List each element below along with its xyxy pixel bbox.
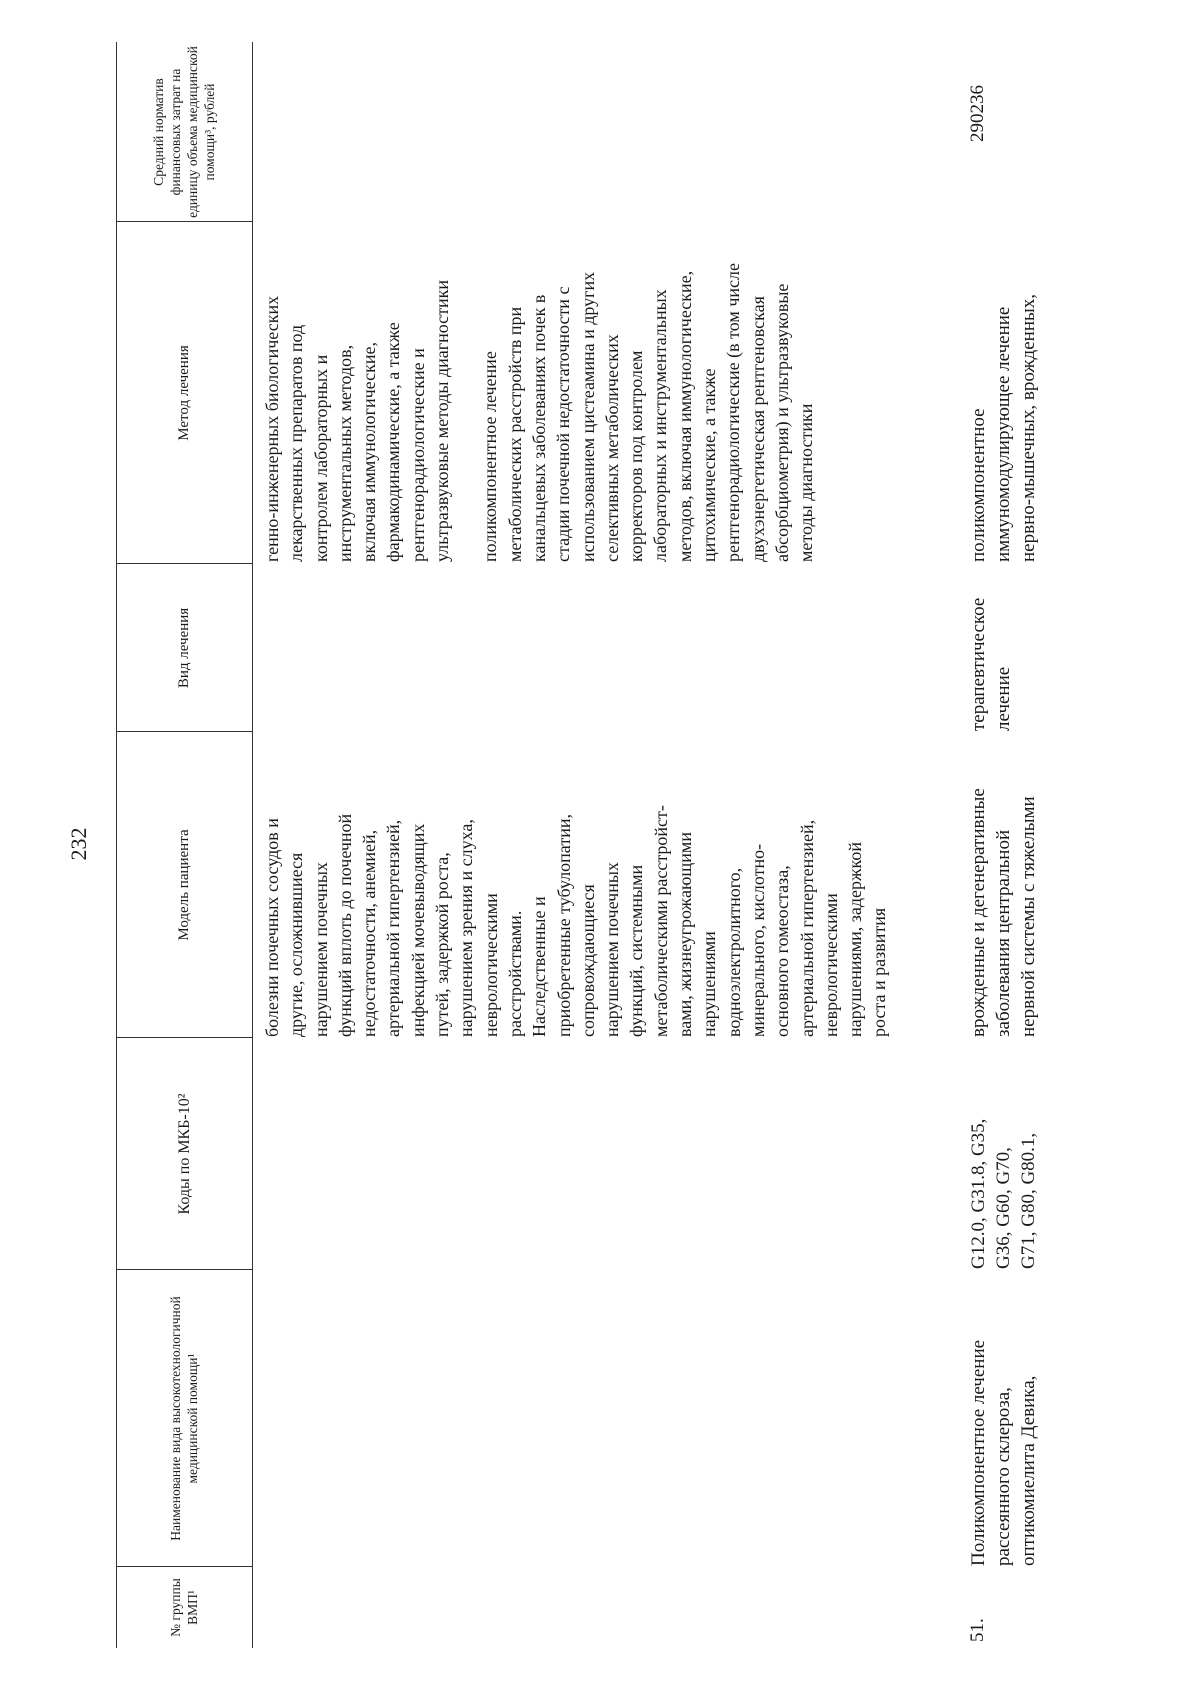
method-line: лабораторных и инструментальных <box>650 289 671 562</box>
model-line: метаболическими расстройст- <box>650 805 671 1037</box>
model-line: неврологическими <box>820 893 841 1037</box>
model-line: нарушениями <box>699 931 720 1037</box>
header-group-no-text: № группы ВМП¹ <box>168 1578 200 1637</box>
method-line: методы диагностики <box>796 403 817 562</box>
model-line: другие, осложнившиеся <box>286 852 307 1037</box>
model-line: нарушением зрения и слуха, <box>456 819 477 1037</box>
model-line: нарушением почечных <box>602 862 623 1037</box>
model-line: функций, системными <box>626 864 647 1037</box>
method-line: абсорбциометрия) и ультразвуковые <box>771 283 792 562</box>
method-line: канальцевых заболеваниях почек в <box>528 294 549 562</box>
model-line: вами, жизнеугрожающими <box>675 832 696 1037</box>
page-number: 232 <box>66 827 91 861</box>
kind-line: терапевтическое <box>968 597 989 731</box>
codes-line: G12.0, G31.8, G35, <box>968 1118 989 1269</box>
model-line: функций вплоть до почечной <box>334 813 355 1037</box>
row51-group-no <box>966 1618 990 1642</box>
method-line: поликомпонентное лечение <box>480 351 501 562</box>
header-codes <box>116 1038 252 1270</box>
header-model-text: Модель пациента <box>175 829 192 941</box>
row51-method-cell <box>966 294 1041 562</box>
name-line: оптикомиелита Девика, <box>1018 1375 1039 1566</box>
model-line: заболевания центральной <box>993 829 1014 1037</box>
model-line: нарушениями, задержкой <box>845 842 866 1037</box>
name-line: рассеянного склероза, <box>993 1387 1014 1566</box>
header-cost-text: Средний норматив финансовых затрат на единицу объема медицинской помощи³, рублей <box>151 46 217 218</box>
model-line: приобретенные тубулопатии, <box>553 814 574 1037</box>
method-line: стадии почечной недостаточности с <box>553 286 574 562</box>
model-line: артериальной гипертензией, <box>383 819 404 1037</box>
method-line: инструментальных методов, <box>334 344 355 562</box>
model-line: болезни почечных сосудов и <box>262 818 282 1037</box>
header-kind-text: Вид лечения <box>175 607 192 689</box>
model-line: путей, задержкой роста, <box>432 852 453 1037</box>
model-line: неврологическими <box>480 893 501 1037</box>
model-line: инфекцией мочевыводящих <box>407 823 428 1037</box>
model-line: нарушением почечных <box>310 862 331 1037</box>
model-line: основного гомеостаза, <box>772 865 793 1037</box>
model-line: Наследственные и <box>529 896 550 1037</box>
paragraph-gap <box>454 263 478 562</box>
method-line: генно-инженерных биологических <box>262 295 282 562</box>
model-line: артериальной гипертензией, <box>796 819 817 1037</box>
continued-method-cell <box>260 263 819 562</box>
continued-model-cell <box>260 805 892 1037</box>
row51-cost-text: 290236 <box>967 85 988 142</box>
method-line: контролем лабораторных и <box>310 354 331 562</box>
header-method <box>116 222 252 564</box>
codes-line: G36, G60, G70, <box>993 1147 1014 1269</box>
method-line: использованием цистеамина и других <box>577 271 598 562</box>
method-line: включая иммунологические, <box>359 342 380 562</box>
kind-line: лечение <box>993 666 1014 731</box>
header-name <box>116 1270 252 1567</box>
name-line: Поликомпонентное лечение <box>968 1339 989 1566</box>
row51-name-cell <box>966 1340 1041 1566</box>
row51-kind-cell <box>966 598 1016 731</box>
method-line: селективных метаболических <box>601 334 622 562</box>
method-line: нервно-мышечных, врожденных, <box>1018 293 1039 562</box>
model-line: расстройствами. <box>504 910 525 1037</box>
model-line: водноэлектролитного, <box>723 867 744 1037</box>
row51-codes-cell <box>966 1119 1041 1269</box>
row51-cost-cell <box>966 85 990 142</box>
method-line: цитохимические, а также <box>699 368 720 562</box>
model-line: минерального, кислотно- <box>747 843 768 1037</box>
model-line: врожденные и дегенеративные <box>968 788 989 1037</box>
header-method-text: Метод лечения <box>175 345 192 441</box>
method-line: рентгенорадиологические (в том числе <box>723 263 744 562</box>
header-group-no <box>116 1567 252 1648</box>
method-line: двухэнергетическая рентгеновская <box>747 296 768 562</box>
model-line: сопровождающиеся <box>577 884 598 1037</box>
header-codes-text: Коды по МКБ-10² <box>175 1093 193 1215</box>
method-line: корректоров под контролем <box>626 350 647 562</box>
codes-line: G71, G80, G80.1, <box>1018 1132 1039 1269</box>
method-line: поликомпонентное <box>968 408 989 562</box>
header-kind <box>116 564 252 732</box>
method-line: иммуномодулирующее лечение <box>993 306 1014 562</box>
row51-model-cell <box>966 788 1041 1037</box>
method-line: ультразвуковые методы диагностики <box>432 279 453 562</box>
method-line: метаболических расстройств при <box>504 306 525 562</box>
model-line: роста и развития <box>869 907 890 1037</box>
model-line: недостаточности, анемией, <box>359 829 380 1037</box>
vmp-table <box>116 42 1196 1648</box>
method-line: методов, включая иммунологические, <box>674 270 695 562</box>
header-name-text: Наименование вида высокотехнологичной медицинской помощи¹ <box>168 1296 200 1541</box>
header-cost <box>116 42 252 222</box>
method-line: лекарственных препаратов под <box>286 324 307 562</box>
method-line: рентгенорадиологические и <box>407 348 428 562</box>
header-model <box>116 732 252 1038</box>
model-line: нервной системы с тяжелыми <box>1018 796 1039 1037</box>
row51-group-no-text: 51. <box>967 1618 988 1642</box>
method-line: фармакодинамические, а также <box>383 322 404 562</box>
header-bottom-rule <box>252 42 253 1648</box>
